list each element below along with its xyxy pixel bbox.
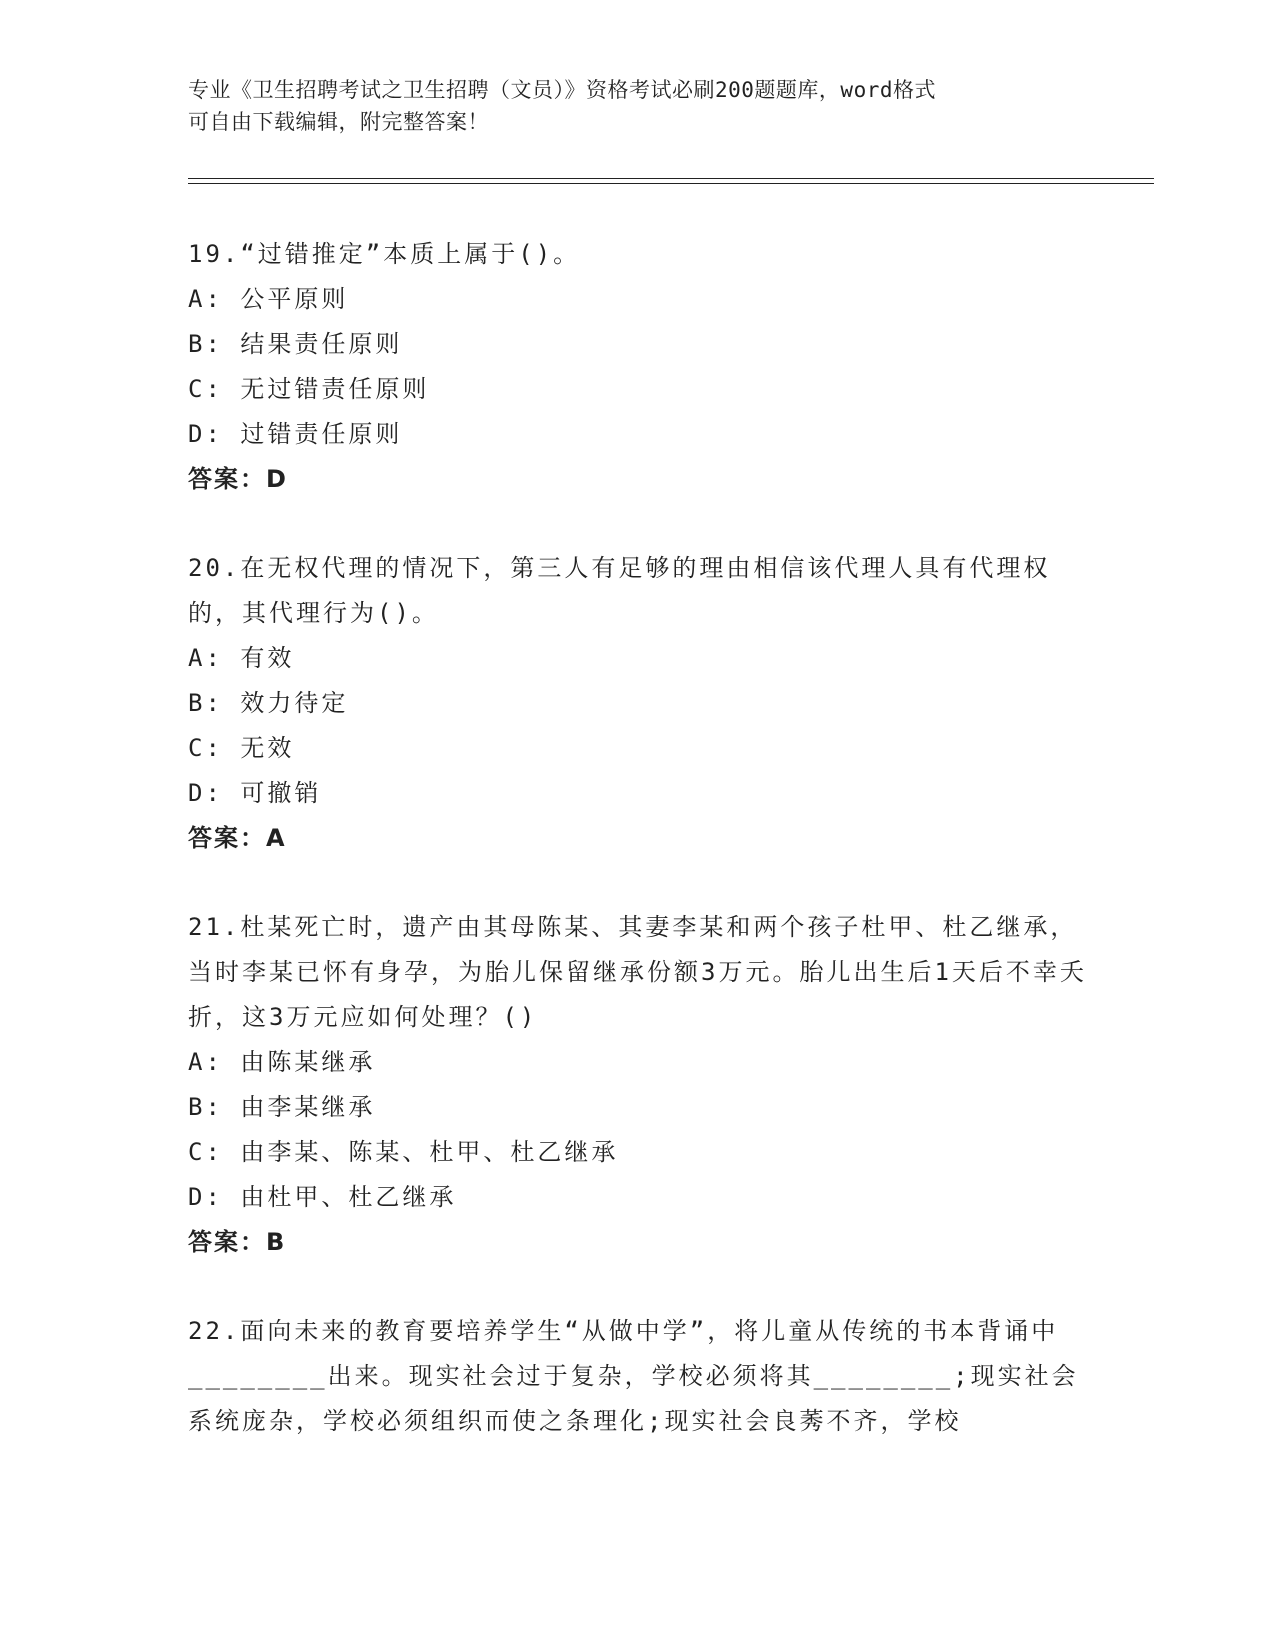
option-a: A: 由陈某继承 (188, 1048, 376, 1076)
header-divider-bottom (188, 183, 1154, 184)
option-d: D: 过错责任原则 (188, 420, 403, 448)
option-c: C: 由李某、陈某、杜甲、杜乙继承 (188, 1138, 619, 1166)
question-list (188, 232, 1088, 1488)
option-c: C: 无过错责任原则 (188, 375, 430, 403)
option-a: A: 公平原则 (188, 285, 349, 313)
option-c: C: 无效 (188, 734, 295, 762)
option-b: B: 效力待定 (188, 689, 349, 717)
question-20 (188, 546, 1088, 861)
header-divider-top (188, 178, 1154, 179)
question-stem: 20.在无权代理的情况下，第三人有足够的理由相信该代理人具有代理权的，其代理行为()。 (188, 554, 1051, 627)
question-stem: 21.杜某死亡时，遗产由其母陈某、其妻李某和两个孩子杜甲、杜乙继承，当时李某已怀有身孕，为胎儿保留继承份额3万元。胎儿出生后1天后不幸夭折，这3万元应如何处理？() (188, 913, 1087, 1031)
answer-line: 答案：B (188, 1228, 287, 1256)
header-title-line2: 可自由下载编辑，附完整答案！ (188, 110, 489, 134)
header-title-line1: 专业《卫生招聘考试之卫生招聘（文员）》资格考试必刷200题题库，word格式 (188, 78, 936, 102)
option-b: B: 由李某继承 (188, 1093, 376, 1121)
answer-line: 答案：A (188, 824, 287, 852)
question-21 (188, 905, 1088, 1265)
question-19 (188, 232, 1088, 502)
question-stem: 19.“过错推定”本质上属于()。 (188, 240, 581, 268)
question-22 (188, 1309, 1088, 1444)
answer-line: 答案：D (188, 465, 288, 493)
document-header (188, 74, 1088, 138)
option-d: D: 可撤销 (188, 779, 322, 807)
option-d: D: 由杜甲、杜乙继承 (188, 1183, 457, 1211)
option-a: A: 有效 (188, 644, 295, 672)
question-stem: 22.面向未来的教育要培养学生“从做中学”，将儿童从传统的书本背诵中________出来。现实社会过于复杂，学校必须将其________;现实社会系统庞杂，学校必须组织而使之条理化;现实社会良莠不齐，学校 (188, 1317, 1079, 1435)
option-b: B: 结果责任原则 (188, 330, 403, 358)
